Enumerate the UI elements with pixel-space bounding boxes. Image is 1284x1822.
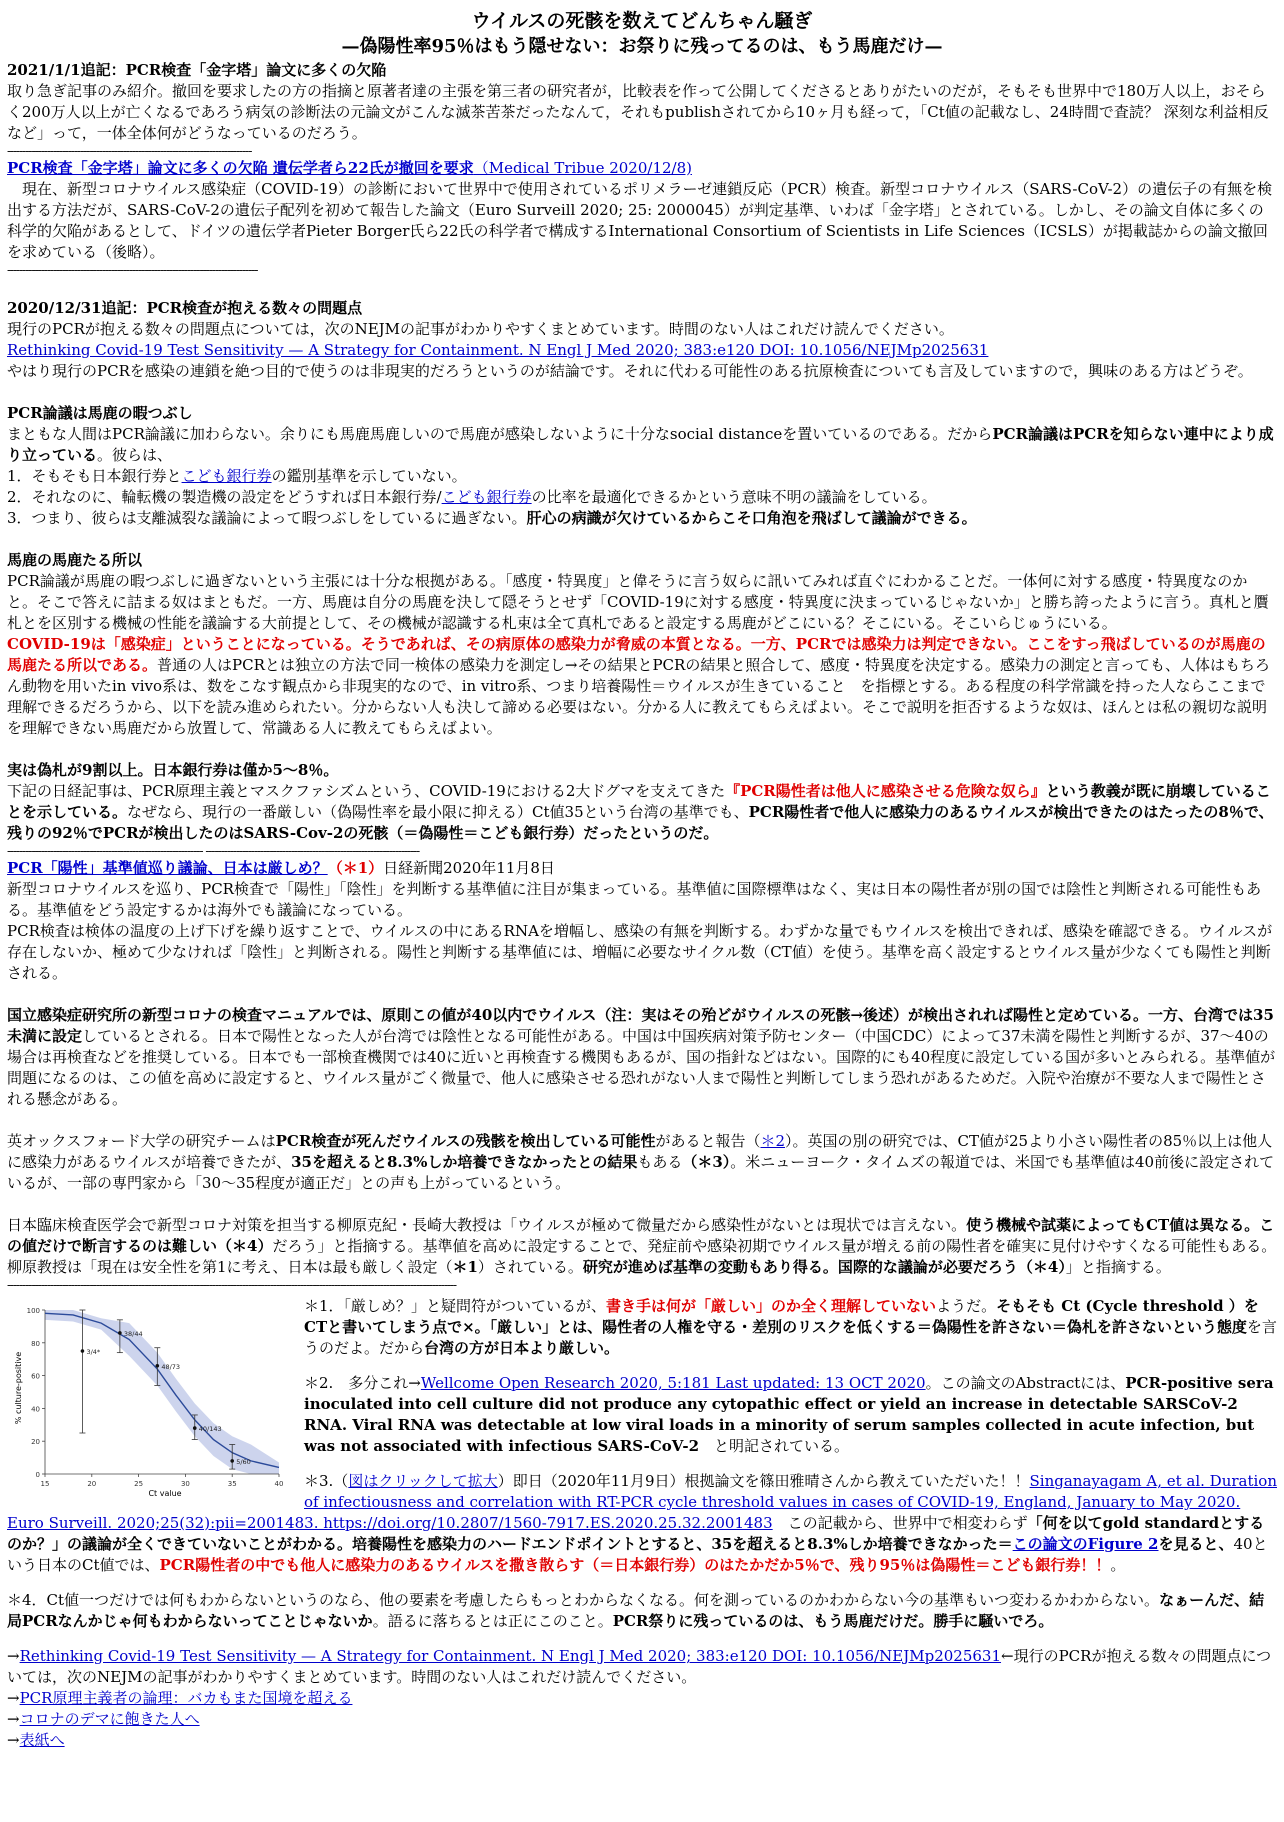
text: ）。英国の別の研究では、CT値が25より小さい陽性者の85％以上は他人に感染力があるウイルスが培養できたが、 (7, 1132, 1273, 1171)
text: があると報告（ (655, 1132, 761, 1150)
paragraph (7, 781, 1277, 844)
red-text: 『PCR陽性者は他人に感染させる危険な奴ら』 (725, 782, 1046, 800)
y-tick-label: 100 (26, 1307, 40, 1315)
footnote-mark: （＊1） (327, 859, 384, 877)
data-point (118, 1331, 122, 1335)
text: 英オックスフォード大学の研究チームは (7, 1132, 276, 1150)
text: ようだ。 (936, 1297, 997, 1315)
y-tick-label: 40 (31, 1405, 40, 1414)
bold-text: 「何を以てgold standardとするのか？」の議論が全くできていないことがわかる。培養陽性を感染力のハードエンドポイントとすると、35を超えると8.3%しか培養できなかった＝ (7, 1514, 1265, 1553)
list-item (7, 466, 1277, 487)
home-link[interactable]: 表紙へ (19, 1731, 65, 1749)
separator: ---------------------------------------------------------------- ---------------------------------------------------------------------- (7, 844, 420, 858)
section-fake-notes (7, 760, 1277, 1292)
y-tick-label: 0 (35, 1471, 40, 1479)
arrow-icon: → (7, 1689, 20, 1707)
paragraph (7, 1215, 1277, 1278)
text: を言うのだよ。だから (304, 1318, 1277, 1357)
text: 」と指摘する。 (1065, 1258, 1171, 1276)
paragraph: 新型コロナウイルスを巡り、PCR検査で「陽性」「陰性」を判断する基準値に注目が集まっている。基準値に国際標準はなく、実は日本の陽性者が別の国では陰性と判断される可能性もある。基準値をどう設定するかは海外でも議論になっている。 (7, 880, 1262, 919)
x-axis-label: Ct value (148, 1489, 182, 1498)
kids-bank-note-link[interactable]: こども銀行券 (441, 488, 532, 506)
text: まともな人間はPCR論議に加わらない。余りにも馬鹿馬鹿しいので馬鹿が感染しないように十分なsocial distanceを置いているのである。だから (7, 425, 993, 443)
text: 40という日本のCt値では、 (7, 1535, 1268, 1574)
section-heading: 実は偽札が9割以上。日本銀行券は僅か5～8％。 (7, 761, 339, 779)
red-text: COVID-19は「感染症」ということになっている。そうであれば、その病原体の感染力が脅威の本質となる。一方、PCRでは感染力は判定できない。ここをすっ飛ばしているのが馬鹿の馬鹿たる所以である。 (7, 635, 1266, 674)
text: 。米ニューヨーク・タイムズの報道では、米国でも基準値は40前後に設定されているが、一部の専門家から「30～35程度が適正だ」との声も上がっているという。 (7, 1153, 1275, 1192)
y-tick-label: 60 (31, 1372, 40, 1381)
y-tick-label: 80 (31, 1339, 40, 1348)
spacer (7, 1194, 1277, 1215)
text: 。この論文のAbstractには、 (925, 1374, 1126, 1392)
bold-text: を見ると、 (1158, 1535, 1234, 1553)
quote-paragraph: 現在、新型コロナウイルス感染症（COVID-19）の診断において世界中で使用されているポリメラーゼ連鎖反応（PCR）検査。新型コロナウイルス（SARS-CoV-2）の遺伝子の有無を検出する方法だが、SARS-CoV-2の遺伝子配列を初めて報告した論文（Euro Surveill 2020; 25: 2000045）が判定基準、いわば「金字塔」とされている。しかし、その論文自体に多くの科学的欠陥があるとして、ドイツの遺伝学者Pieter Borger氏ら22氏の科学者で構成するInternational Consortium of Scientists in Life Sciences（ICSLS）が掲載誌からの論文撤回を求めている（後略）。 (7, 180, 1273, 261)
y-tick-label: 20 (31, 1438, 40, 1447)
paragraph: PCR論議が馬鹿の暇つぶしに過ぎないという主張には十分な根拠がある。「感度・特異度」と偉そうに言う奴らに訊いてみれば直ぐにわかることだ。一体何に対する感度・特異度なのかと。そこで答えに詰まる奴はまともだ。一方、馬鹿は自分の馬鹿を決して隠そうとせず「COVID-19に対する感度・特異度に決まっているじゃないか」と勝ち誇ったように言う。真札と贋札とを区別する機械の性能を議論する大前提として、その機械が認識する札束は全て真札であると設定する馬鹿がどこにいる？そこにいる。そこいらじゅうにいる。 (7, 572, 1269, 632)
paragraph (7, 424, 1277, 466)
data-point-label: 48/73 (161, 1362, 181, 1371)
spacer (7, 1110, 1277, 1131)
x-tick-label: 30 (180, 1480, 190, 1488)
section-heading: 2021/1/1追記：PCR検査「金字塔」論文に多くの欠陥 (7, 61, 387, 79)
wellcome-link[interactable]: Wellcome Open Research 2020, 5:181 Last updated: 13 OCT 2020 (420, 1374, 926, 1392)
bold-text: 肝心の病識が欠けているからこそ口角泡を飛ばして議論ができる。 (526, 509, 977, 527)
section-heading: 2020/12/31追記：PCR検査が抱える数々の問題点 (7, 299, 363, 317)
footer-line (7, 1709, 1277, 1730)
footnotes (7, 1296, 1277, 1632)
spacer (7, 739, 1277, 760)
text: 普通の人はPCRとは独立の方法で同一検体の感染力を測定し→その結果とPCRの結果と照合して、感度・特異度を決定する。感染力の測定と言っても、人体はもちろん動物を用いたin vivo系は、数をこなす観点から非現実的なので、in vitro系、つまり培養陽性＝ウイルスが生きていること を指標とする。ある程度の科学常識を持った人ならここまで理解できるだろうから、以下を読み進められたい。分からない人も決して諦める必要はない。分かる人に教えてもらえばよい。そこで説明を拒否するような奴は、ほんとは私の親切な説明を理解できない馬鹿だから放置して、常識ある人に教えてもらえばよい。 (7, 656, 1271, 737)
arrow-icon: → (7, 1710, 20, 1728)
text: ＊1．「厳しめ？」と疑問符がついているが、 (304, 1297, 607, 1315)
bold-text: 研究が進めば基準の変動もあり得る。国際的な議論が必要だろう（＊4） (582, 1258, 1066, 1276)
y-axis-label: % culture-positive (14, 1351, 23, 1425)
section-heading: 馬鹿の馬鹿たる所以 (7, 551, 143, 569)
section-2021-addendum (7, 60, 1277, 277)
singanayagam-link[interactable]: Singanayagam A, et al. Duration of infectiousness and correlation with RT-PCR cycle threshold values in cases of COVID-19, England, January to May 2020. Euro Surveill. 2020;25(32):pii=2001483. https://doi.org/10.2807/1560-7917.ES.2020.25.32.2001483 (7, 1472, 1278, 1532)
bold-text: 国立感染症研究所の新型コロナの検査マニュアルでは、原則この値が40以内でウイルス（注：実はその殆どがウイルスの死骸→後述）が検出されれば陽性と定めている。一方、台湾では35未満に設定 (7, 1006, 1274, 1045)
section-reason (7, 550, 1277, 739)
x-tick-label: 15 (40, 1480, 50, 1488)
footer-line (7, 1688, 1277, 1709)
separator: -------------------------------------------------------------------------------- (7, 144, 252, 158)
paragraph: PCR検査は検体の温度の上げ下げを繰り返すことで、ウイルスの中にあるRNAを増幅し、感染の有無を判断する。わずかな量でもウイルスを検出できれば、感染を確認できる。ウイルスが存在しないか、極めて少なければ「陰性」と判断される。陽性と判断する基準値には、増幅に必要なサイクル数（CT値）を使う。基準を高く設定するとウイルス量が少なくても陽性と判断される。 (7, 922, 1273, 982)
text: ）されている。 (477, 1258, 583, 1276)
arrow-icon: → (7, 1647, 20, 1665)
culture-positive-chart (7, 1296, 292, 1501)
footnote-mark: （＊3） (682, 1153, 731, 1171)
bold-text: PCR検査が死んだウイルスの残骸を検出している可能性 (275, 1132, 656, 1150)
bold-text: PCR論議はPCRを知らない連中により成り立っている (7, 425, 1274, 464)
corona-hoax-link[interactable]: コロナのデマに飽きた人へ (19, 1710, 200, 1728)
nejm-link[interactable]: Rethinking Covid-19 Test Sensitivity — A Strategy for Containment. N Engl J Med 2020; 383:e120 DOI: 10.1056/NEJMp2025631 (19, 1647, 1002, 1665)
page-title: ウイルスの死骸を数えてどんちゃん騒ぎ (471, 10, 813, 32)
separator: --------------------------------------------------------------------------------------------------------------------------------------------------- (7, 1278, 457, 1292)
paragraph: やはり現行のPCRを感染の連鎖を絶つ目的で使うのは非現実的だろうというのが結論です。それに代わる可能性のある抗原検査についても言及していますので，興味のある方はどうぞ。 (7, 362, 1253, 380)
data-point-label: 5/60 (236, 1457, 251, 1466)
kids-bank-note-link[interactable]: こども銀行券 (181, 467, 272, 485)
paragraph (7, 1131, 1277, 1194)
footnote-4 (7, 1590, 1277, 1632)
data-point-label: 3/4* (86, 1348, 101, 1356)
section-pcr-debate (7, 403, 1277, 529)
article-source-link[interactable]: （Medical Tribue 2020/12/8) (473, 159, 692, 177)
text: 。彼らは、 (97, 446, 173, 464)
text: 日本臨床検査医学会で新型コロナ対策を担当する柳原克紀・長崎大教授は「ウイルスが極めて微量だから感染性がないとは現状では言えない。 (7, 1216, 967, 1234)
text: と明記されている。 (699, 1437, 850, 1455)
text: の鑑別基準を示していない。 (271, 467, 467, 485)
news-source: 日経新聞2020年11月8日 (383, 859, 555, 877)
x-tick-label: 25 (134, 1480, 144, 1488)
figure-culture-positive[interactable] (7, 1296, 292, 1501)
footer-line (7, 1730, 1277, 1751)
paragraph: 現行のPCRが抱える数々の問題点については，次のNEJMの記事がわかりやすくまとめています。時間のない人はこれだけ読んでください。 (7, 320, 954, 338)
red-text: PCR陽性者の中でも他人に感染力のあるウイルスを撒き散らす（＝日本銀行券）のはたかだか5％で、残り95％は偽陽性＝こども銀行券！！ (159, 1556, 1111, 1574)
bold-text: 使う機械や試薬によってもCT値は異なる。この値だけで断言するのは難しい（＊4） (7, 1216, 1275, 1255)
bold-text: なぁーんだ、結局PCRなんかじゃ何もわからないってことじゃないか (7, 1591, 1265, 1630)
paragraph: 取り急ぎ記事のみ紹介。撤回を要求したの方の指摘と原著者達の主張を第三者の研究者が，比較表を作って公開してくださるとありがたいのだが，そもそも世界中で180万人以上，おそらく200万人以上が亡くなるであろう病気の診断法の元論文がこんな滅茶苦茶だったなんて，それもpublishされてから10ヶ月も経って，「Ct値の記載なし、24時間で査読？ 深刻な利益相反など」って，一体全体何がどうなっているのだろう。 (7, 82, 1269, 142)
article-link[interactable]: PCR検査「金字塔」論文に多くの欠陥 遺伝学者ら22氏が撤回を要求 (7, 159, 474, 177)
bold-text: という教義が既に崩壊していることを示している。 (7, 782, 1271, 821)
text: ＊2. 多分これ→ (304, 1374, 421, 1392)
separator: ---------------------------------------------------------------------------------- (7, 263, 258, 277)
paragraph (7, 634, 1277, 739)
x-tick-label: 40 (274, 1480, 284, 1488)
text: 3．つまり、彼らは支離滅裂な議論によって暇つぶしをしているに過ぎない。 (7, 509, 527, 527)
text: ←現行のPCRが抱える数々の問題点については，次のNEJMの記事がわかりやすくまとめています。時間のない人はこれだけ読んでください。 (7, 1647, 1272, 1686)
data-point-label: 38/44 (123, 1329, 143, 1338)
text: この記載から、世界中で相変わらず (772, 1514, 1028, 1532)
data-point (156, 1364, 160, 1368)
section-2020-addendum (7, 298, 1277, 382)
bold-text: 台湾の方が日本より厳しい。 (424, 1339, 620, 1357)
bold-text: PCR陽性者で他人に感染力のあるウイルスが検出できたのはたったの8％で、残りの92％でPCRが検出したのはSARS-Cov-2の死骸（＝偽陽性＝こども銀行券）だったというのだ。 (7, 803, 1274, 842)
footer-links (7, 1646, 1277, 1751)
x-tick-label: 20 (87, 1480, 97, 1488)
bold-text: PCR祭りに残っているのは、もう馬鹿だけだ。勝手に騒いでろ。 (612, 1612, 1054, 1630)
text: ＊4．Ct値一つだけでは何もわからないというのなら、他の要素を考慮したらもっとわからなくなる。何を測っているのかわからない今の基準もいつ変わるかわからない。 (7, 1591, 1160, 1609)
data-point (230, 1459, 234, 1463)
section-heading: PCR論議は馬鹿の暇つぶし (7, 404, 193, 422)
list-item (7, 487, 1277, 508)
list-item (7, 508, 1277, 529)
text: 。 (1110, 1556, 1126, 1574)
text: 2．それなのに、輪転機の製造機の設定をどうすれば日本銀行券/ (7, 488, 442, 506)
footer-line (7, 1646, 1277, 1688)
page-subtitle: —偽陽性率95％はもう隠せない：お祭りに残ってるのは、もう馬鹿だけ— (341, 36, 943, 57)
text: しているとされる。日本で陽性となった人が台湾では陰性となる可能性がある。中国は中国疾病対策予防センター（中国CDC）によって37未満を陽性と判断するが、37～40の場合は再検査などを推奨している。日本でも一部検査機関では40に近いと再検査する機関もあるが、国の指針などはない。国際的にも40程度に設定している国が多いとみられる。基準値が問題になるのは、この値を高めに設定すると、ウイルス量がごく微量で、他人に感染させる恐れがない人まで陽性と判断してしまう恐れがあるためだ。入院や治療が不要な人まで陽性とされる懸念がある。 (7, 1027, 1276, 1108)
x-tick-label: 35 (227, 1480, 237, 1488)
pcr-fundamentalist-link[interactable]: PCR原理主義者の論理：バカもまた国境を超える (19, 1689, 353, 1707)
text: 。語るに落ちるとは正にこのこと。 (372, 1612, 613, 1630)
spacer (7, 277, 1277, 298)
spacer (7, 529, 1277, 550)
bold-text: そもそも Ct (Cycle threshold ）をCTと書いてしまう点で×。「厳しい」とは、陽性者の人権を守る・差別のリスクを低くする＝偽陽性を許さない＝偽札を許さないという態度 (304, 1297, 1259, 1336)
text: だろう」と指摘する。基準値を高めに設定することで、発症前や感染初期でウイルス量が増える前の陽性者を確実に見付けやすくなる可能性もある。柳原教授は「現在は安全性を第1に考え、日本は最も厳しく設定（ (7, 1237, 1277, 1276)
spacer (7, 382, 1277, 403)
nejm-link[interactable]: Rethinking Covid-19 Test Sensitivity — A Strategy for Containment. N Engl J Med 2020; 383:e120 DOI: 10.1056/NEJMp2025631 (7, 341, 989, 359)
text: なぜなら、現行の一番厳しい（偽陽性率を最小限に抑える）Ct値35という台湾の基準でも、 (127, 803, 749, 821)
footnote-mark: ＊1 (452, 1258, 478, 1276)
arrow-icon: → (7, 1731, 20, 1749)
text: もある (637, 1153, 683, 1171)
footnote-2-link[interactable]: ＊2 (760, 1132, 786, 1150)
data-point (81, 1349, 85, 1353)
bold-text: 35を超えると8.3%しか培養できなかったとの結果 (291, 1153, 638, 1171)
paragraph (7, 1005, 1277, 1110)
text: の比率を最適化できるかという意味不明の議論をしている。 (531, 488, 937, 506)
text: 下記の日経記事は、PCR原理主義とマスクファシズムという、COVID-19における2大ドグマを支えてきた (7, 782, 726, 800)
nikkei-article-link[interactable]: PCR「陽性」基準値巡り議論、日本は厳しめ？ (7, 859, 328, 877)
spacer (7, 984, 1277, 1005)
figure-2-link[interactable]: この論文のFigure 2 (1012, 1535, 1159, 1553)
data-point (193, 1426, 197, 1430)
text: ）即日（2020年11月9日）根拠論文を篠田雅晴さんから教えていただいた！！ (497, 1472, 1030, 1490)
bold-text: PCR-positive sera inoculated into cell culture did not produce any cytopathic effect or yield an increase in detectable SARSCoV-2 RNA. Viral RNA was detectable at low viral loads in a minority of serum samples collected in acute infection, but was not associated with infectious SARS-CoV-2 (304, 1374, 1274, 1455)
red-text: 書き手は何が「厳しい」のか全く理解していない (606, 1297, 937, 1315)
text: 1．そもそも日本銀行券と (7, 467, 182, 485)
text: ＊3.（ (304, 1472, 349, 1490)
data-point-label: 40/143 (198, 1425, 222, 1434)
figure-enlarge-link[interactable]: 図はクリックして拡大 (348, 1472, 498, 1490)
